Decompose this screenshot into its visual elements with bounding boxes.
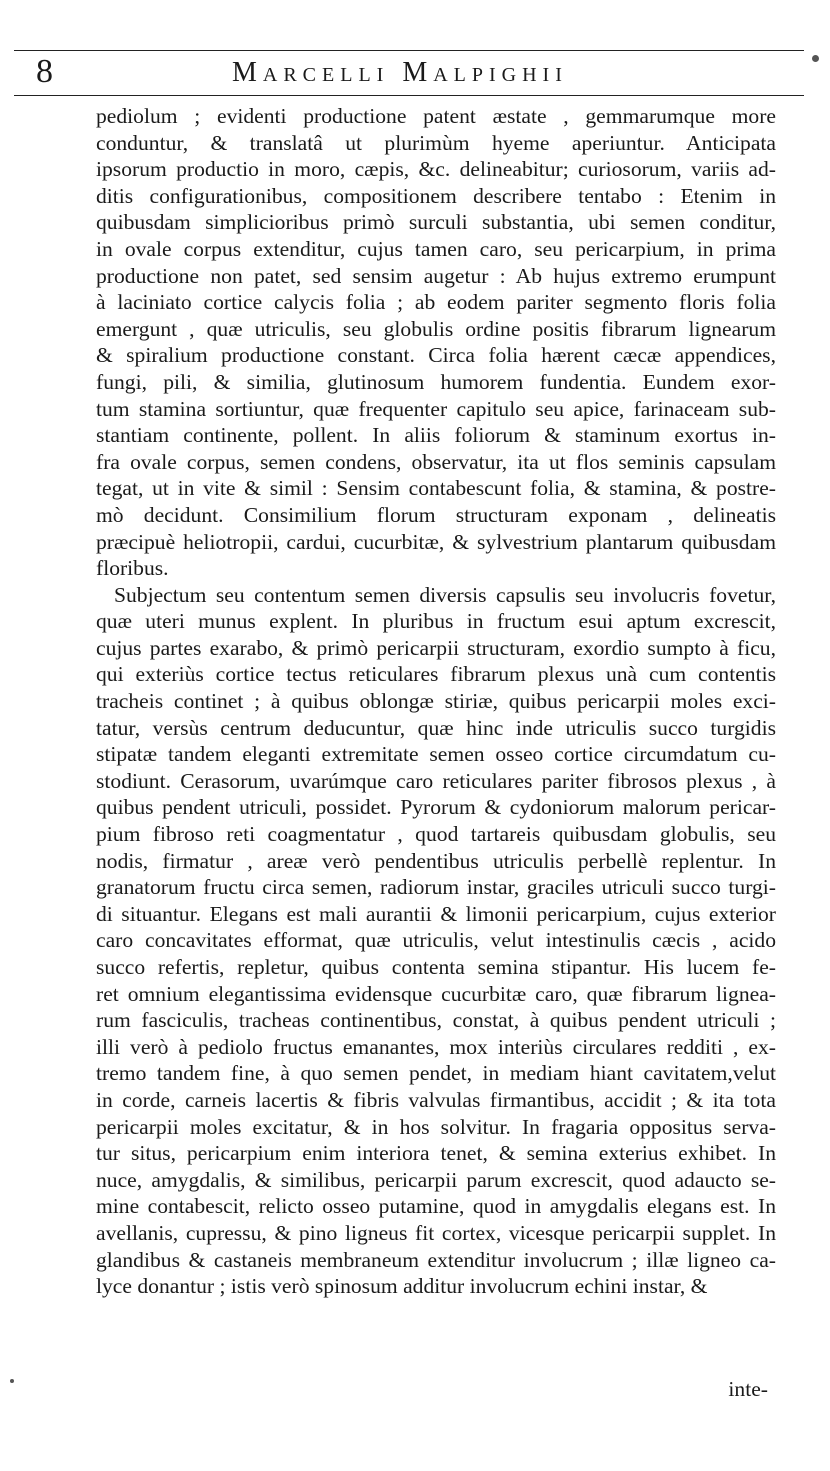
text-line: succo refertis, repletur, quibus contenta semina stipantur. His lucem fe-	[96, 955, 776, 979]
text-line: productione non patet, sed sensim augetur : Ab hujus extremo erumpunt	[96, 263, 776, 288]
text-line: avellanis, cupressu, & pino ligneus fit cortex, vicesque pericarpii supplet. In	[96, 1220, 776, 1245]
text-line: quæ uteri munus explent. In pluribus in fructum esui aptum excrescit,	[96, 609, 776, 634]
text-line: glandibus & castaneis membraneum extenditur involucrum ; illæ ligneo ca-	[96, 1247, 776, 1272]
text-line: quibusdam simplicioribus primò surculi substantia, ubi semen conditur,	[96, 210, 776, 235]
text-line: fungi, pili, & similia, glutinosum humorem fundentia. Eundem exor-	[96, 369, 776, 394]
text-line: mò decidunt. Consimilium florum structuram exponam , delineatis	[96, 502, 776, 527]
text-line: pium fibroso reti coagmentatur , quod tartareis quibusdam globulis, seu	[96, 822, 776, 847]
text-line: nodis, firmatur , areæ verò pendentibus utriculis perbellè replentur. In	[96, 848, 776, 873]
text-line: conduntur, & translatâ ut plurimùm hyeme aperiuntur. Anticipata	[96, 130, 776, 155]
running-head: Marcelli Malpighii	[232, 57, 568, 88]
text-line: ret omnium elegantissima evidensque cucurbitæ caro, quæ fibrarum lignea-	[96, 981, 776, 1006]
text-line: tum stamina sortiuntur, quæ frequenter capitulo seu apice, farinaceam sub-	[96, 396, 776, 421]
text-line: fra ovale corpus, semen condens, observatur, ita ut flos seminis capsulam	[96, 449, 776, 474]
text-line: floribus.	[96, 556, 169, 581]
text-line: & spiralium productione constant. Circa folia hærent cæcæ appendices,	[96, 343, 776, 368]
paragraph	[96, 582, 776, 1300]
text-line: ditis configurationibus, compositionem describere tentabo : Etenim in	[96, 183, 776, 208]
text-line: caro concavitates efformat, quæ utriculis, velut intestinulis cæcis , acido	[96, 928, 776, 953]
text-line: Subjectum seu contentum semen diversis capsulis seu involucris fovetur,	[114, 582, 776, 607]
text-line: mine contabescit, relicto osseo putamine, quod in amygdalis elegans est. In	[96, 1194, 776, 1219]
text-line: tegat, ut in vite & simil : Sensim contabescunt folia, & stamina, & postre-	[96, 476, 776, 501]
text-line: quibus pendent utriculi, possidet. Pyrorum & cydoniorum malorum pericar-	[96, 795, 776, 820]
margin-speck	[10, 1379, 14, 1383]
body-text	[96, 103, 776, 1300]
paragraph	[96, 103, 776, 582]
header-rule-top	[14, 50, 804, 51]
margin-speck	[812, 55, 819, 62]
page-number: 8	[36, 53, 53, 90]
text-line: nuce, amygdalis, & similibus, pericarpii parum excrescit, quod adaucto se-	[96, 1167, 776, 1192]
text-line: rum fasciculis, tracheas continentibus, constat, à quibus pendent utriculi ;	[96, 1008, 776, 1033]
text-line: stodiunt. Cerasorum, uvarúmque caro reticulares pariter fibrosos plexus , à	[96, 768, 776, 793]
text-line: tracheis continet ; à quibus oblongæ stiriæ, quibus pericarpii moles exci-	[96, 689, 776, 714]
text-line: pediolum ; evidenti productione patent æstate , gemmarumque more	[96, 104, 776, 128]
text-line: in corde, carneis lacertis & fibris valvulas firmantibus, accidit ; & ita tota	[96, 1087, 776, 1112]
text-line: illi verò à pediolo fructus emanantes, mox interiùs circulares redditi , ex-	[96, 1034, 776, 1059]
text-line: tur situs, pericarpium enim interiora tenet, & semina exterius exhibet. In	[96, 1141, 776, 1166]
text-line: pericarpii moles excitatur, & in hos solvitur. In fragaria oppositus serva-	[96, 1114, 776, 1139]
text-line: in ovale corpus extenditur, cujus tamen caro, seu pericarpium, in prima	[96, 236, 776, 261]
text-line: stipatæ tandem eleganti extremitate semen osseo cortice circumdatum cu-	[96, 742, 776, 767]
text-line: cujus partes exarabo, & primò pericarpii structuram, exordio sumpto à ficu,	[96, 635, 776, 660]
text-line: tatur, versùs centrum deducuntur, quæ hinc inde utriculis succo turgidis	[96, 715, 776, 740]
text-line: granatorum fructu circa semen, radiorum instar, graciles utriculi succo turgi-	[96, 875, 776, 900]
catchword: inte-	[728, 1377, 768, 1401]
text-line: emergunt , quæ utriculis, seu globulis ordine positis fibrarum lignearum	[96, 316, 776, 341]
text-line: tremo tandem fine, à quo semen pendet, in mediam hiant cavitatem,velut	[96, 1061, 776, 1086]
text-line: stantiam continente, pollent. In aliis foliorum & staminum exortus in-	[96, 423, 776, 448]
header-rule-bottom	[14, 95, 804, 96]
text-line: di situantur. Elegans est mali aurantii & limonii pericarpium, cujus exterior	[96, 901, 776, 926]
text-line: ipsorum productio in moro, cæpis, &c. delineabitur; curiosorum, variis ad-	[96, 157, 776, 182]
text-line: qui exteriùs cortice tectus reticulares fibrarum plexus unà cum contentis	[96, 662, 776, 687]
text-line: à laciniato cortice calycis folia ; ab eodem pariter segmento floris folia	[96, 290, 776, 315]
text-line: præcipuè heliotropii, cardui, cucurbitæ, & sylvestrium plantarum quibusdam	[96, 529, 776, 554]
text-line: lyce donantur ; istis verò spinosum additur involucrum echini instar, &	[96, 1274, 708, 1299]
